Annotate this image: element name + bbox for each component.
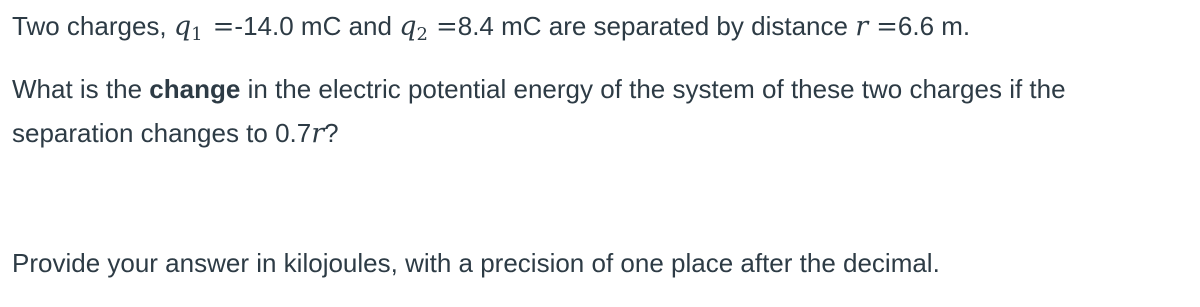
- question-mark: ?: [324, 118, 339, 148]
- equals-sign: =: [435, 12, 458, 42]
- q2-symbol: $q_2$: [399, 11, 428, 45]
- intro-text: Two charges,: [12, 11, 167, 41]
- question-text-start: What is the: [12, 74, 143, 104]
- r-value: 6.6 m.: [897, 11, 971, 41]
- r-symbol: r: [311, 118, 325, 149]
- given-charges-line: [12, 10, 970, 43]
- r-symbol: r: [855, 11, 869, 42]
- q1-value: -14.0 mC and: [234, 11, 392, 41]
- question-line-continued: [12, 117, 339, 150]
- question-line: [12, 73, 1066, 105]
- separation-text: separation changes to 0.7: [12, 118, 312, 148]
- question-text-end: in the electric potential energy of the system of these two charges if the: [247, 74, 1066, 104]
- question-emphasis: change: [149, 74, 241, 104]
- q2-value: 8.4 mC are separated by distance: [457, 11, 848, 41]
- q1-symbol: $q_1$: [173, 11, 203, 45]
- equals-sign: =: [212, 12, 235, 42]
- equals-sign: =: [876, 12, 898, 42]
- answer-instructions: Provide your answer in kilojoules, with a precision of one place after the decimal.: [12, 248, 940, 278]
